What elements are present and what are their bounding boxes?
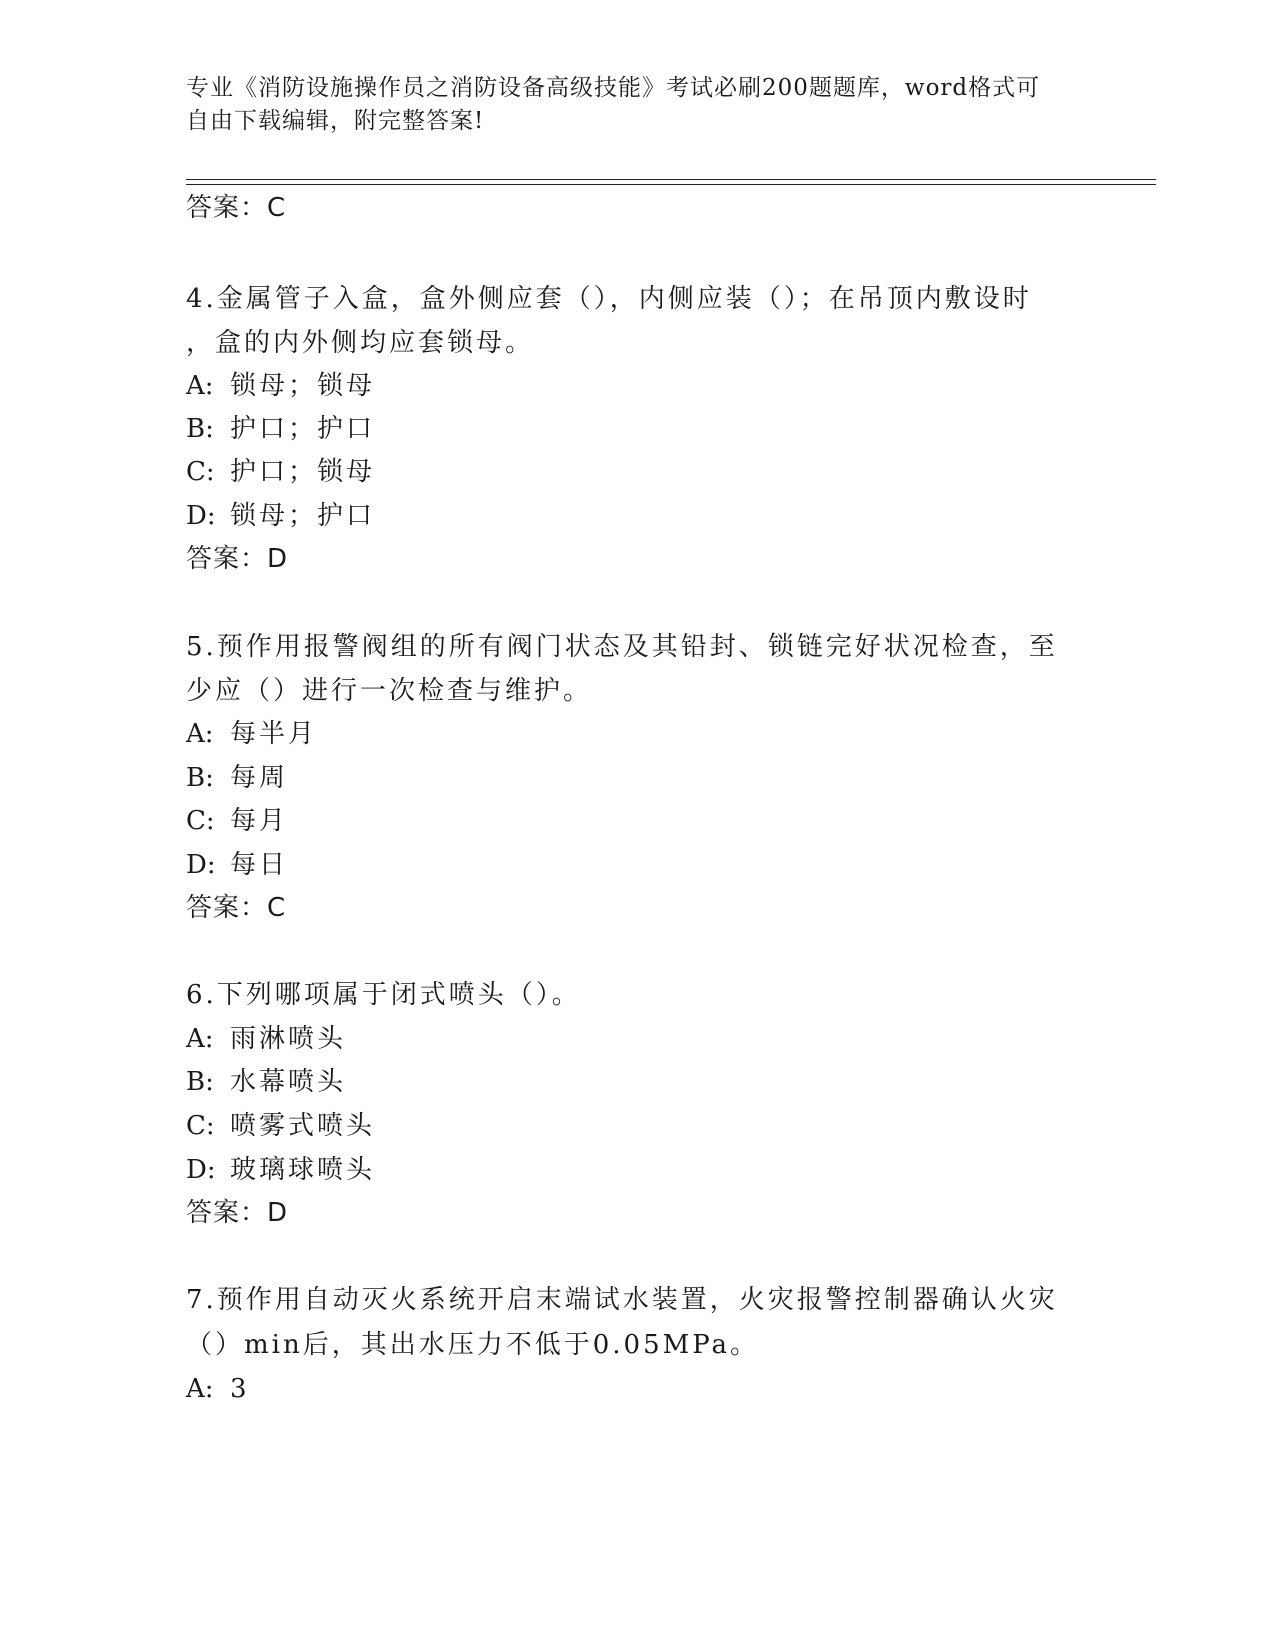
option-text: 每日 xyxy=(230,850,289,880)
answer-prev: 答案：C xyxy=(186,193,287,223)
question-5-answer: 答案：C xyxy=(186,893,287,923)
question-6-stem-line-1: 6.下列哪项属于闭式喷头（）。 xyxy=(186,980,581,1010)
option-key: D: xyxy=(186,1155,216,1185)
option-key: B: xyxy=(186,763,214,793)
header-divider-bottom xyxy=(186,184,1156,185)
question-6-option-a xyxy=(186,1024,346,1054)
document-header xyxy=(186,72,1066,138)
question-6-answer: 答案：D xyxy=(186,1198,289,1228)
question-4-stem-line-1: 4.金属管子入盒，盒外侧应套（），内侧应装（）；在吊顶内敷设时 xyxy=(186,284,1032,314)
question-4-stem-line-2: ，盒的内外侧均应套锁母。 xyxy=(186,328,535,358)
option-key: C: xyxy=(186,1111,215,1141)
question-5-option-d xyxy=(186,850,288,880)
option-text: 玻璃球喷头 xyxy=(230,1155,376,1185)
question-4-option-b xyxy=(186,414,375,444)
option-text: 每月 xyxy=(230,806,289,836)
option-key: A: xyxy=(186,719,214,749)
question-6-option-b xyxy=(186,1067,346,1097)
option-key: B: xyxy=(186,414,214,444)
header-line-1: 专业《消防设施操作员之消防设备高级技能》考试必刷200题题库，word格式可 xyxy=(186,75,1041,101)
question-4-option-a xyxy=(186,371,375,401)
option-text: 每周 xyxy=(230,763,289,793)
option-key: C: xyxy=(186,457,215,487)
header-divider-top xyxy=(186,179,1156,180)
question-4-option-d xyxy=(186,501,375,531)
question-7-stem-line-2: （）min后，其出水压力不低于0.05MPa。 xyxy=(186,1330,760,1360)
question-6-option-d xyxy=(186,1155,375,1185)
question-5-option-c xyxy=(186,806,288,836)
question-4-option-c xyxy=(186,457,375,487)
option-key: A: xyxy=(186,1024,214,1054)
question-5-stem-line-2: 少应（）进行一次检查与维护。 xyxy=(186,676,593,706)
question-7-option-a xyxy=(186,1374,250,1404)
question-6-option-c xyxy=(186,1111,375,1141)
option-text: 护口；锁母 xyxy=(230,457,376,487)
option-key: A: xyxy=(186,371,214,401)
question-5-option-b xyxy=(186,763,288,793)
option-text: 水幕喷头 xyxy=(230,1067,347,1097)
option-key: A: xyxy=(186,1374,214,1404)
header-line-2: 自由下载编辑，附完整答案! xyxy=(186,108,485,134)
option-text: 喷雾式喷头 xyxy=(230,1111,376,1141)
option-text: 护口；护口 xyxy=(230,414,376,444)
question-4-answer: 答案：D xyxy=(186,544,289,574)
question-7-stem-line-1: 7.预作用自动灭火系统开启末端试水装置，火灾报警控制器确认火灾 xyxy=(186,1285,1058,1315)
option-key: D: xyxy=(186,501,216,531)
option-key: D: xyxy=(186,850,216,880)
option-text: 雨淋喷头 xyxy=(230,1024,347,1054)
option-text: 每半月 xyxy=(230,719,318,749)
question-5-stem-line-1: 5.预作用报警阀组的所有阀门状态及其铅封、锁链完好状况检查，至 xyxy=(186,632,1058,662)
option-text: 3 xyxy=(230,1374,250,1404)
option-key: B: xyxy=(186,1067,214,1097)
option-key: C: xyxy=(186,806,215,836)
option-text: 锁母；锁母 xyxy=(230,371,376,401)
option-text: 锁母；护口 xyxy=(230,501,376,531)
question-5-option-a xyxy=(186,719,317,749)
